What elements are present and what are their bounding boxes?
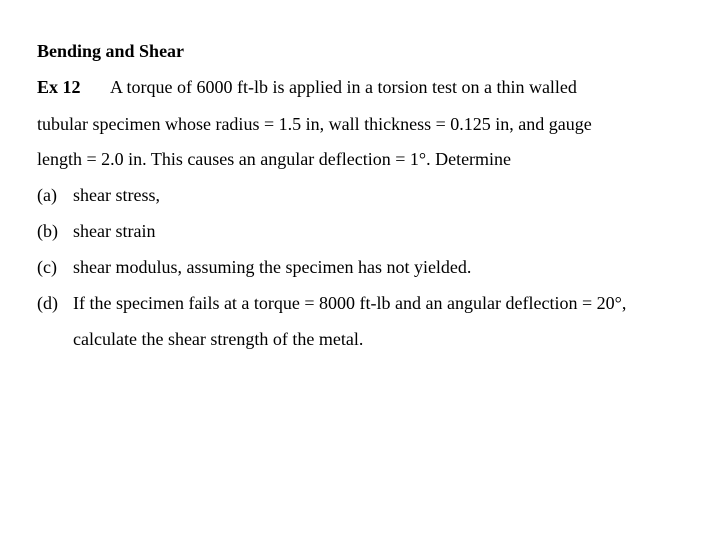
list-marker: (d): [37, 293, 58, 313]
list-item-d: [37, 292, 626, 314]
example-label: Ex 12: [37, 77, 81, 97]
list-marker: (a): [37, 185, 57, 205]
list-item-b: [37, 220, 155, 242]
list-item-text: shear strain: [73, 221, 156, 241]
list-marker: (c): [37, 257, 57, 277]
list-marker: (b): [37, 221, 58, 241]
list-item-text: If the specimen fails at a torque = 8000 ft-lb and an angular deflection = 20°,: [73, 293, 627, 313]
list-item-text: shear modulus, assuming the specimen has not yielded.: [73, 257, 472, 277]
problem-text-line-1: A torque of 6000 ft-lb is applied in a torsion test on a thin walled: [110, 77, 577, 97]
problem-text-line-2: tubular specimen whose radius = 1.5 in, wall thickness = 0.125 in, and gauge: [37, 114, 592, 134]
document-title: Bending and Shear: [37, 41, 185, 61]
list-item-a: [37, 184, 160, 206]
list-item-text: shear stress,: [73, 185, 160, 205]
problem-text-line-3: length = 2.0 in. This causes an angular deflection = 1°. Determine: [37, 149, 512, 169]
list-item-c: [37, 256, 471, 278]
list-item-d-continuation: calculate the shear strength of the metal.: [73, 329, 364, 349]
